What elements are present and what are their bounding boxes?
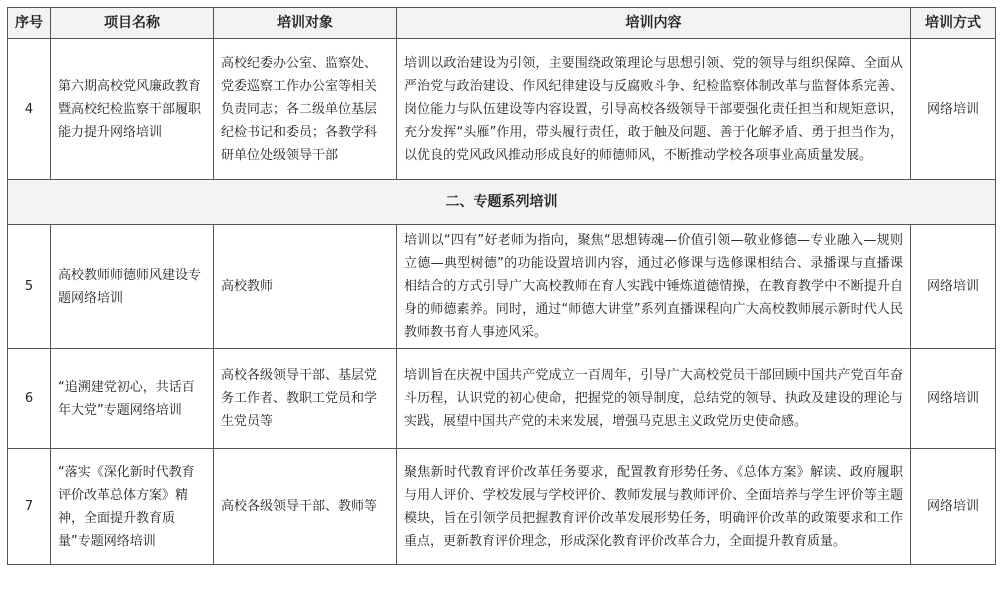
training-table <box>7 7 996 565</box>
cell-target: 高校各级领导干部、教师等 <box>214 449 397 565</box>
table-row <box>8 349 996 449</box>
cell-method: 网络培训 <box>911 349 996 449</box>
cell-name: 第六期高校党风廉政教育暨高校纪检监察干部履职能力提升网络培训 <box>51 39 214 180</box>
cell-content: 聚焦新时代教育评价改革任务要求，配置教育形势任务、《总体方案》解读、政府履职与用人评价、学校发展与学校评价、教师发展与教师评价、全面培养与学生评价等主题模块，旨在引领学员把握教育评价改革发展形势任务，明确评价改革的政策要求和工作重点，更新教育评价理念，形成深化教育评价改革合力，全面提升教育质量。 <box>397 449 911 565</box>
header-row <box>8 8 996 39</box>
section-title: 二、专题系列培训 <box>8 180 996 225</box>
cell-target: 高校教师 <box>214 225 397 349</box>
table-row <box>8 449 996 565</box>
header-name: 项目名称 <box>51 8 214 39</box>
header-method: 培训方式 <box>911 8 996 39</box>
section-row <box>8 180 996 225</box>
cell-content: 培训以政治建设为引领，主要围绕政策理论与思想引领、党的领导与组织保障、全面从严治党与政治建设、作风纪律建设与反腐败斗争、纪检监察体制改革与监督体系完善、岗位能力与队伍建设等内容设置，引导高校各级领导干部要强化责任担当和规矩意识，充分发挥“头雁”作用，带头履行责任，敢于触及问题、善于化解矛盾、勇于担当作为，以优良的党风政风推动形成良好的师德师风，不断推动学校各项事业高质量发展。 <box>397 39 911 180</box>
cell-name: “落实《深化新时代教育评价改革总体方案》精神，全面提升教育质量”专题网络培训 <box>51 449 214 565</box>
cell-method: 网络培训 <box>911 39 996 180</box>
cell-content: 培训旨在庆祝中国共产党成立一百周年，引导广大高校党员干部回顾中国共产党百年奋斗历程，认识党的初心使命，把握党的领导制度，总结党的领导、执政及建设的理论与实践，展望中国共产党的未来发展，增强马克思主义政党历史使命感。 <box>397 349 911 449</box>
cell-target: 高校各级领导干部、基层党务工作者、教职工党员和学生党员等 <box>214 349 397 449</box>
table-row <box>8 225 996 349</box>
header-content: 培训内容 <box>397 8 911 39</box>
table-row <box>8 39 996 180</box>
cell-no: 6 <box>8 349 51 449</box>
cell-method: 网络培训 <box>911 225 996 349</box>
cell-no: 7 <box>8 449 51 565</box>
cell-no: 5 <box>8 225 51 349</box>
cell-no: 4 <box>8 39 51 180</box>
cell-name: 高校教师师德师风建设专题网络培训 <box>51 225 214 349</box>
cell-method: 网络培训 <box>911 449 996 565</box>
cell-content: 培训以“四有”好老师为指向，聚焦“思想铸魂—价值引领—敬业修德—专业融入—规则立德—典型树德”的功能设置培训内容，通过必修课与选修课相结合、录播课与直播课相结合的方式引导广大高校教师在育人实践中锤炼道德情操，在教育教学中不断提升自身的师德素养。同时，通过“师德大讲堂”系列直播课程向广大高校教师展示新时代人民教师教书育人事迹风采。 <box>397 225 911 349</box>
header-no: 序号 <box>8 8 51 39</box>
header-target: 培训对象 <box>214 8 397 39</box>
cell-target: 高校纪委办公室、监察处、党委巡察工作办公室等相关负责同志；各二级单位基层纪检书记和委员；各教学科研单位处级领导干部 <box>214 39 397 180</box>
cell-name: “追溯建党初心，共话百年大党”专题网络培训 <box>51 349 214 449</box>
